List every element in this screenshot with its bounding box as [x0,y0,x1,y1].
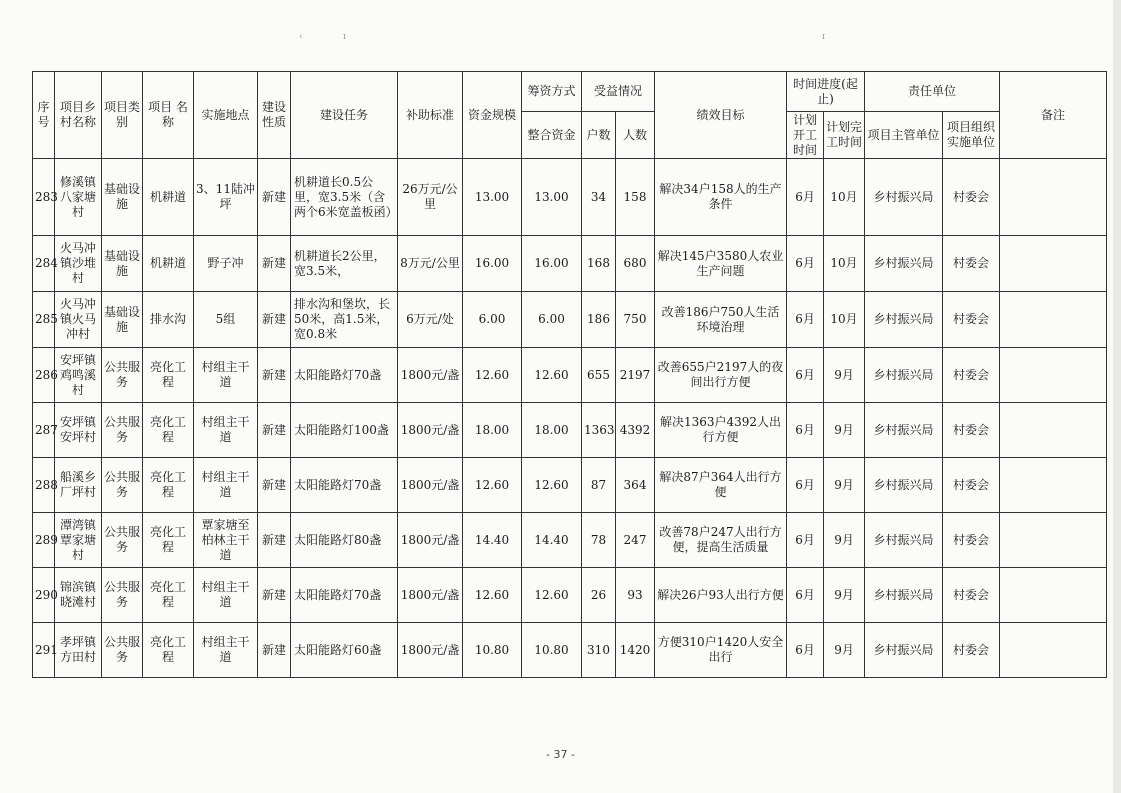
cell-goal: 解决145户3580人农业生产问题 [655,236,787,292]
cell-category: 公共服务 [102,623,143,678]
col-name: 项目 名 称 [143,72,194,159]
cell-seq: 285 [33,292,55,348]
cell-implementer: 村委会 [943,292,1000,348]
cell-subsidy: 8万元/公里 [398,236,463,292]
cell-scale: 12.60 [463,568,522,623]
table-row [33,458,1107,513]
cell-end: 10月 [824,236,865,292]
cell-people: 158 [616,159,655,236]
cell-goal: 解决87户364人出行方便 [655,458,787,513]
cell-goal: 方便310户1420人安全出行 [655,623,787,678]
cell-nature: 新建 [258,159,291,236]
table-row [33,403,1107,458]
col-scale: 资金规模 [463,72,522,159]
cell-nature: 新建 [258,458,291,513]
cell-name: 亮化工程 [143,513,194,568]
cell-implementer: 村委会 [943,236,1000,292]
cell-task: 太阳能路灯70盏 [291,348,398,403]
cell-end: 9月 [824,403,865,458]
scan-mark: ɪ [822,32,825,42]
cell-remark [1000,513,1107,568]
cell-funding: 12.60 [522,458,582,513]
cell-goal: 改善78户247人出行方便，提高生活质量 [655,513,787,568]
col-funding-sub: 整合资金 [522,112,582,159]
col-benefit: 受益情况 [582,72,655,112]
cell-scale: 10.80 [463,623,522,678]
cell-people: 1420 [616,623,655,678]
cell-scale: 12.60 [463,458,522,513]
col-task: 建设任务 [291,72,398,159]
cell-supervisor: 乡村振兴局 [865,292,943,348]
cell-funding: 14.40 [522,513,582,568]
cell-nature: 新建 [258,348,291,403]
cell-remark [1000,348,1107,403]
cell-name: 亮化工程 [143,458,194,513]
project-table [32,71,1107,678]
cell-people: 247 [616,513,655,568]
cell-start: 6月 [787,292,824,348]
cell-end: 9月 [824,348,865,403]
cell-nature: 新建 [258,403,291,458]
cell-subsidy: 1800元/盏 [398,348,463,403]
cell-name: 排水沟 [143,292,194,348]
cell-nature: 新建 [258,623,291,678]
cell-remark [1000,568,1107,623]
cell-end: 9月 [824,623,865,678]
cell-location: 3、11陆冲坪 [194,159,258,236]
cell-end: 9月 [824,458,865,513]
table-row [33,513,1107,568]
cell-location: 5组 [194,292,258,348]
cell-funding: 16.00 [522,236,582,292]
cell-seq: 283 [33,159,55,236]
cell-people: 93 [616,568,655,623]
cell-village: 安坪镇安坪村 [55,403,102,458]
cell-location: 野子冲 [194,236,258,292]
cell-people: 364 [616,458,655,513]
cell-implementer: 村委会 [943,513,1000,568]
cell-location: 覃家塘至柏林主干道 [194,513,258,568]
col-category: 项目类别 [102,72,143,159]
cell-people: 680 [616,236,655,292]
cell-funding: 18.00 [522,403,582,458]
cell-scale: 6.00 [463,292,522,348]
cell-name: 机耕道 [143,236,194,292]
cell-village: 安坪镇鸡鸣溪村 [55,348,102,403]
cell-start: 6月 [787,513,824,568]
cell-goal: 改善186户750人生活环境治理 [655,292,787,348]
cell-subsidy: 6万元/处 [398,292,463,348]
cell-implementer: 村委会 [943,403,1000,458]
cell-end: 10月 [824,292,865,348]
cell-goal: 解决34户158人的生产条件 [655,159,787,236]
cell-implementer: 村委会 [943,623,1000,678]
cell-start: 6月 [787,159,824,236]
col-location: 实施地点 [194,72,258,159]
cell-subsidy: 1800元/盏 [398,568,463,623]
cell-people: 2197 [616,348,655,403]
cell-scale: 16.00 [463,236,522,292]
cell-supervisor: 乡村振兴局 [865,513,943,568]
cell-village: 锦滨镇晓滩村 [55,568,102,623]
cell-nature: 新建 [258,513,291,568]
col-people: 人数 [616,112,655,159]
cell-scale: 12.60 [463,348,522,403]
cell-location: 村组主干道 [194,568,258,623]
cell-end: 9月 [824,568,865,623]
col-households: 户数 [582,112,616,159]
cell-category: 公共服务 [102,568,143,623]
scan-mark: ɪ [343,32,346,42]
cell-name: 亮化工程 [143,568,194,623]
cell-start: 6月 [787,623,824,678]
cell-category: 公共服务 [102,458,143,513]
table-row [33,623,1107,678]
cell-households: 34 [582,159,616,236]
col-end: 计划完工时间 [824,112,865,159]
cell-funding: 6.00 [522,292,582,348]
cell-name: 机耕道 [143,159,194,236]
col-resp: 责任单位 [865,72,1000,112]
cell-nature: 新建 [258,568,291,623]
cell-households: 1363 [582,403,616,458]
table-row [33,568,1107,623]
cell-households: 168 [582,236,616,292]
header-row-1 [33,72,1107,112]
cell-remark [1000,292,1107,348]
cell-location: 村组主干道 [194,623,258,678]
cell-supervisor: 乡村振兴局 [865,236,943,292]
cell-goal: 解决1363户4392人出行方便 [655,403,787,458]
cell-end: 9月 [824,513,865,568]
cell-households: 78 [582,513,616,568]
cell-remark [1000,159,1107,236]
col-start: 计划开工时间 [787,112,824,159]
cell-start: 6月 [787,236,824,292]
cell-households: 655 [582,348,616,403]
cell-category: 基础设施 [102,159,143,236]
cell-supervisor: 乡村振兴局 [865,568,943,623]
cell-seq: 291 [33,623,55,678]
cell-category: 公共服务 [102,403,143,458]
col-schedule: 时间进度(起止) [787,72,865,112]
col-subsidy: 补助标准 [398,72,463,159]
table-row [33,236,1107,292]
cell-name: 亮化工程 [143,623,194,678]
cell-supervisor: 乡村振兴局 [865,348,943,403]
cell-subsidy: 26万元/公里 [398,159,463,236]
cell-start: 6月 [787,403,824,458]
col-nature: 建设性质 [258,72,291,159]
cell-people: 4392 [616,403,655,458]
cell-village: 火马冲镇沙堆村 [55,236,102,292]
cell-category: 公共服务 [102,348,143,403]
cell-seq: 289 [33,513,55,568]
cell-task: 太阳能路灯70盏 [291,458,398,513]
page-edge [1113,0,1121,793]
cell-households: 26 [582,568,616,623]
scan-mark: ‹ [299,32,303,42]
cell-remark [1000,458,1107,513]
cell-supervisor: 乡村振兴局 [865,159,943,236]
cell-goal: 解决26户93人出行方便 [655,568,787,623]
cell-funding: 12.60 [522,568,582,623]
cell-task: 机耕道长0.5公里，宽3.5米（含两个6米宽盖板函） [291,159,398,236]
col-supervisor: 项目主管单位 [865,112,943,159]
cell-name: 亮化工程 [143,403,194,458]
cell-name: 亮化工程 [143,348,194,403]
cell-village: 潭湾镇覃家塘村 [55,513,102,568]
col-remark: 备注 [1000,72,1107,159]
cell-task: 太阳能路灯60盏 [291,623,398,678]
page-number: - 37 - [546,748,575,761]
cell-scale: 18.00 [463,403,522,458]
cell-category: 公共服务 [102,513,143,568]
cell-households: 186 [582,292,616,348]
cell-start: 6月 [787,568,824,623]
cell-households: 310 [582,623,616,678]
cell-households: 87 [582,458,616,513]
cell-category: 基础设施 [102,236,143,292]
cell-location: 村组主干道 [194,348,258,403]
cell-seq: 290 [33,568,55,623]
cell-seq: 288 [33,458,55,513]
cell-start: 6月 [787,348,824,403]
cell-seq: 286 [33,348,55,403]
cell-funding: 12.60 [522,348,582,403]
cell-remark [1000,403,1107,458]
cell-goal: 改善655户2197人的夜间出行方便 [655,348,787,403]
table-row [33,159,1107,236]
cell-subsidy: 1800元/盏 [398,403,463,458]
cell-implementer: 村委会 [943,159,1000,236]
col-funding: 筹资方式 [522,72,582,112]
cell-task: 太阳能路灯80盏 [291,513,398,568]
cell-location: 村组主干道 [194,403,258,458]
cell-village: 船溪乡厂坪村 [55,458,102,513]
cell-subsidy: 1800元/盏 [398,623,463,678]
cell-seq: 287 [33,403,55,458]
table-row [33,348,1107,403]
cell-implementer: 村委会 [943,568,1000,623]
cell-seq: 284 [33,236,55,292]
col-implementer: 项目组织实施单位 [943,112,1000,159]
cell-implementer: 村委会 [943,458,1000,513]
cell-subsidy: 1800元/盏 [398,513,463,568]
cell-remark [1000,623,1107,678]
col-seq: 序号 [33,72,55,159]
cell-subsidy: 1800元/盏 [398,458,463,513]
cell-task: 太阳能路灯100盏 [291,403,398,458]
cell-village: 修溪镇八家塘村 [55,159,102,236]
cell-scale: 14.40 [463,513,522,568]
cell-village: 孝坪镇方田村 [55,623,102,678]
cell-nature: 新建 [258,292,291,348]
cell-implementer: 村委会 [943,348,1000,403]
cell-category: 基础设施 [102,292,143,348]
cell-nature: 新建 [258,236,291,292]
cell-start: 6月 [787,458,824,513]
cell-scale: 13.00 [463,159,522,236]
cell-supervisor: 乡村振兴局 [865,458,943,513]
cell-task: 机耕道长2公里，宽3.5米， [291,236,398,292]
cell-supervisor: 乡村振兴局 [865,623,943,678]
cell-remark [1000,236,1107,292]
cell-task: 太阳能路灯70盏 [291,568,398,623]
cell-location: 村组主干道 [194,458,258,513]
cell-supervisor: 乡村振兴局 [865,403,943,458]
cell-task: 排水沟和堡坎，长50米，高1.5米，宽0.8米 [291,292,398,348]
cell-end: 10月 [824,159,865,236]
col-goal: 绩效目标 [655,72,787,159]
cell-people: 750 [616,292,655,348]
cell-village: 火马冲镇火马冲村 [55,292,102,348]
cell-funding: 13.00 [522,159,582,236]
table-row [33,292,1107,348]
cell-funding: 10.80 [522,623,582,678]
col-village: 项目乡村名称 [55,72,102,159]
